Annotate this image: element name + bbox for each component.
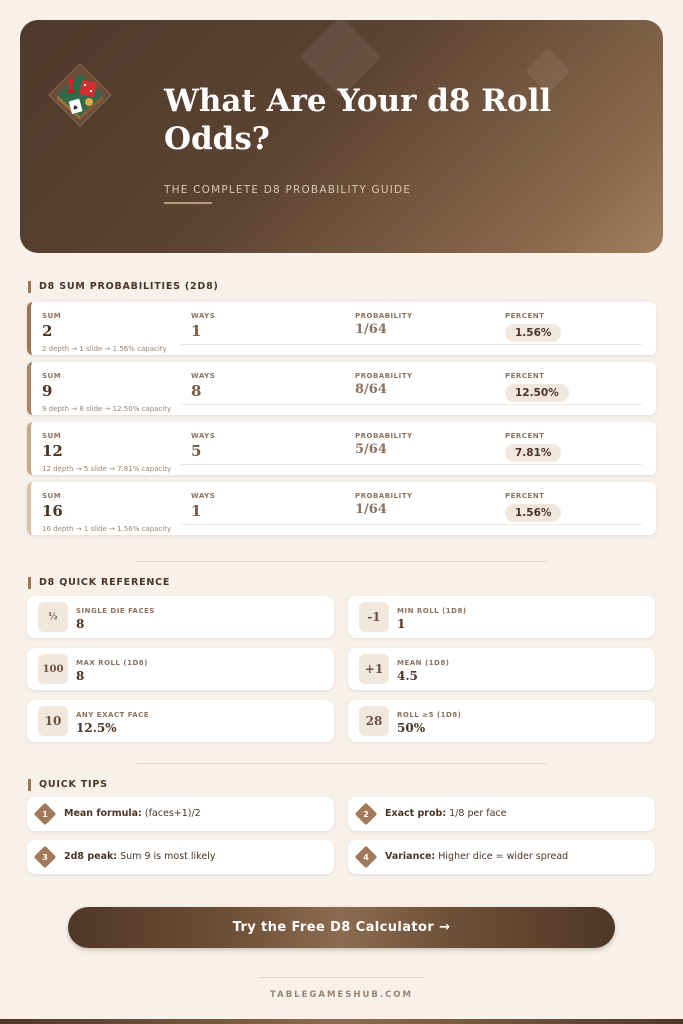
probability-label: PROBABILITY xyxy=(355,432,413,440)
row-detail: 9 depth → 8 slide → 12.50% capacity xyxy=(42,405,172,413)
tip-title: 2d8 peak: xyxy=(64,851,118,862)
sum-value: 2 xyxy=(42,322,53,340)
tip-card xyxy=(27,797,334,831)
reference-badge: -1 xyxy=(359,602,389,632)
tip-number: 3 xyxy=(42,852,48,862)
reference-label: MAX ROLL (1D8) xyxy=(76,659,148,667)
ways-value: 8 xyxy=(191,382,202,400)
reference-label: ROLL ≥5 (1D8) xyxy=(397,711,462,719)
probability-value: 8/64 xyxy=(355,382,387,397)
row-divider xyxy=(181,344,642,345)
reference-label: MEAN (1D8) xyxy=(397,659,450,667)
tip-body: (faces+1)/2 xyxy=(141,808,201,819)
reference-card xyxy=(27,648,334,690)
reference-card xyxy=(348,700,655,742)
tip-card xyxy=(348,840,655,874)
reference-badge: 10 xyxy=(38,706,68,736)
row-detail: 16 depth → 1 slide → 1.56% capacity xyxy=(42,525,172,533)
tip-body: Higher dice = wider spread xyxy=(435,851,569,862)
reference-card xyxy=(348,648,655,690)
game-table-dice-icon xyxy=(45,60,115,130)
tip-title: Exact prob: xyxy=(385,808,447,819)
reference-label: ANY EXACT FACE xyxy=(76,711,150,719)
sum-label: SUM xyxy=(42,372,62,380)
footer-site-link[interactable]: TABLEGAMESHUB.COM xyxy=(269,990,413,1000)
row-divider xyxy=(181,464,642,465)
reference-card xyxy=(348,596,655,638)
tip-title: Mean formula: xyxy=(64,808,142,819)
reference-card xyxy=(27,596,334,638)
ways-label: WAYS xyxy=(191,372,216,380)
percent-badge: 12.50% xyxy=(505,384,569,402)
ways-value: 5 xyxy=(191,442,202,460)
hero-banner xyxy=(20,20,663,253)
tip-text xyxy=(385,851,568,862)
probability-row xyxy=(27,362,656,415)
percent-badge: 1.56% xyxy=(505,504,561,522)
percent-label: PERCENT xyxy=(505,372,545,380)
subtitle-underline xyxy=(164,202,212,204)
section-title-tips: QUICK TIPS xyxy=(28,779,108,791)
svg-text:♠: ♠ xyxy=(71,103,80,113)
row-divider xyxy=(181,524,642,525)
percent-badge: 7.81% xyxy=(505,444,561,462)
footer-divider xyxy=(260,977,424,978)
bottom-accent-bar xyxy=(0,1019,683,1024)
calculator-cta-button[interactable]: Try the Free D8 Calculator → xyxy=(68,907,615,948)
reference-value: 1 xyxy=(397,617,406,631)
tip-number: 4 xyxy=(363,852,369,862)
reference-badge: ½ xyxy=(38,602,68,632)
ways-label: WAYS xyxy=(191,432,216,440)
tip-number: 1 xyxy=(42,809,48,819)
percent-badge: 1.56% xyxy=(505,324,561,342)
probability-row xyxy=(27,422,656,475)
reference-badge: 100 xyxy=(38,654,68,684)
reference-value: 4.5 xyxy=(397,669,418,683)
reference-badge: 28 xyxy=(359,706,389,736)
sum-label: SUM xyxy=(42,432,62,440)
probability-row xyxy=(27,482,656,535)
tip-text xyxy=(64,851,215,862)
percent-label: PERCENT xyxy=(505,432,545,440)
reference-value: 8 xyxy=(76,617,85,631)
tip-title: Variance: xyxy=(385,851,436,862)
row-detail: 2 depth → 1 slide → 1.56% capacity xyxy=(42,345,167,353)
reference-value: 12.5% xyxy=(76,721,117,735)
sum-value: 9 xyxy=(42,382,53,400)
tip-body: 1/8 per face xyxy=(446,808,507,819)
tip-number: 2 xyxy=(363,809,369,819)
page-title: What Are Your d8 Roll Odds? xyxy=(164,83,552,157)
row-detail: 12 depth → 5 slide → 7.81% capacity xyxy=(42,465,172,473)
probability-label: PROBABILITY xyxy=(355,312,413,320)
reference-value: 8 xyxy=(76,669,85,683)
tip-text xyxy=(385,808,507,819)
reference-badge: +1 xyxy=(359,654,389,684)
reference-value: 50% xyxy=(397,721,426,735)
probability-label: PROBABILITY xyxy=(355,372,413,380)
sum-label: SUM xyxy=(42,312,62,320)
ways-value: 1 xyxy=(191,502,202,520)
probability-row xyxy=(27,302,656,355)
section-title-sums: D8 SUM PROBABILITIES (2D8) xyxy=(28,281,219,293)
section-divider xyxy=(137,561,547,562)
reference-label: SINGLE DIE FACES xyxy=(76,607,155,615)
sum-value: 12 xyxy=(42,442,63,460)
probability-value: 1/64 xyxy=(355,322,387,337)
page-subtitle: THE COMPLETE D8 PROBABILITY GUIDE xyxy=(164,184,412,196)
tip-card xyxy=(348,797,655,831)
section-divider xyxy=(137,763,547,764)
reference-card xyxy=(27,700,334,742)
probability-value: 5/64 xyxy=(355,442,387,457)
probability-value: 1/64 xyxy=(355,502,387,517)
ways-label: WAYS xyxy=(191,492,216,500)
probability-label: PROBABILITY xyxy=(355,492,413,500)
tip-body: Sum 9 is most likely xyxy=(117,851,216,862)
percent-label: PERCENT xyxy=(505,492,545,500)
section-title-reference: D8 QUICK REFERENCE xyxy=(28,577,170,589)
ways-label: WAYS xyxy=(191,312,216,320)
reference-label: MIN ROLL (1D8) xyxy=(397,607,467,615)
ways-value: 1 xyxy=(191,322,202,340)
sum-value: 16 xyxy=(42,502,63,520)
percent-label: PERCENT xyxy=(505,312,545,320)
tip-card xyxy=(27,840,334,874)
tip-text xyxy=(64,808,201,819)
sum-label: SUM xyxy=(42,492,62,500)
row-divider xyxy=(181,404,642,405)
